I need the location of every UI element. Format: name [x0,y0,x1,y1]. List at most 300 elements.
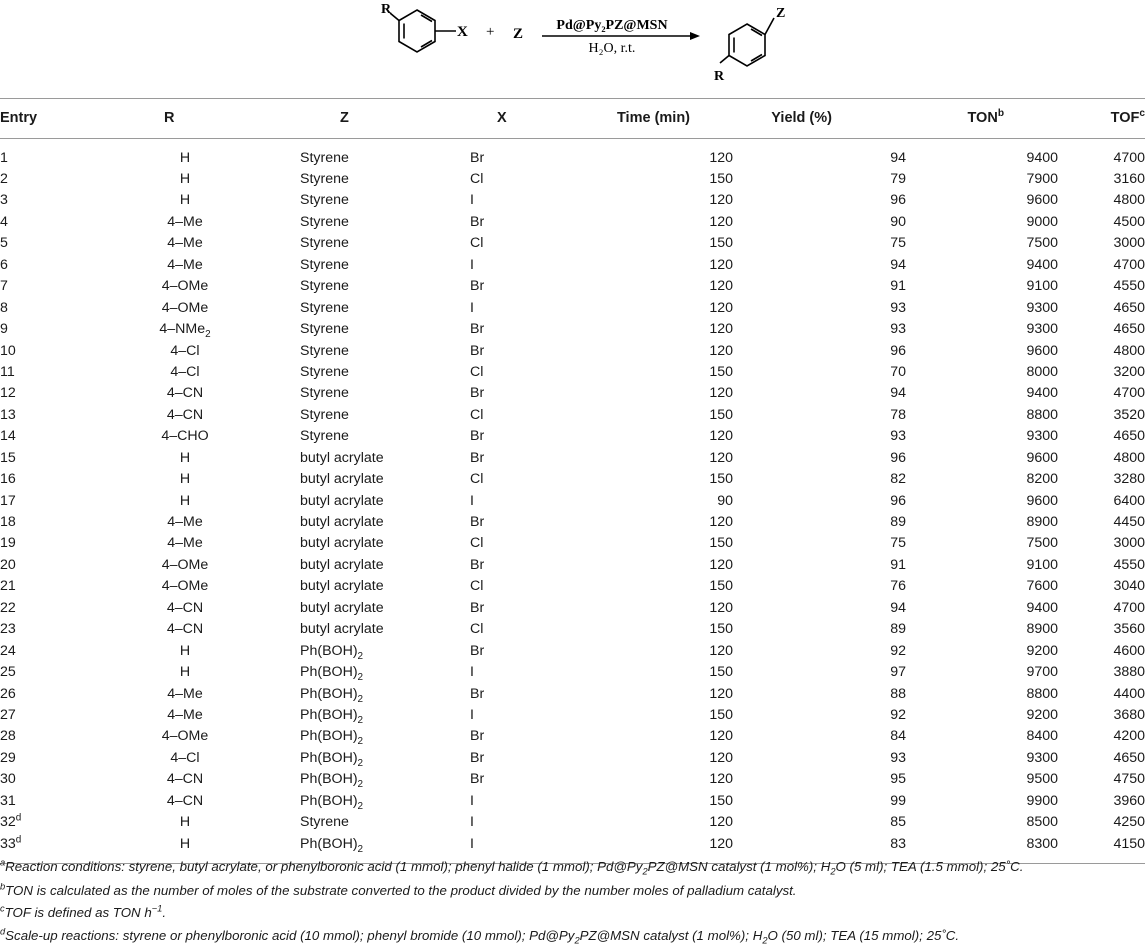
cell-r: H [179,449,191,466]
cell-time: 120 [709,342,733,359]
cell-entry: 28 [0,728,16,745]
cell-z: Styrene [300,363,349,380]
cell-ton: 9900 [1026,792,1058,809]
cell-yield: 85 [890,814,906,831]
cell-r: 4–CN [166,385,204,402]
cell-tof: 4700 [1113,149,1145,166]
reaction-scheme [0,0,1145,98]
cell-z: butyl acrylate [300,471,384,488]
cell-yield: 83 [890,835,906,852]
cell-entry: 6 [0,256,8,273]
cell-yield: 93 [890,321,906,338]
cell-tof: 4650 [1113,321,1145,338]
cell-time: 150 [709,706,733,723]
cell-tof: 4800 [1113,342,1145,359]
cell-entry: 16 [0,471,16,488]
cell-ton: 9400 [1026,385,1058,402]
cell-spacer [270,683,300,704]
cell-spacer [270,554,300,575]
cell-x: I [470,706,474,723]
cell-tof: 3040 [1113,578,1145,595]
cell-spacer [270,533,300,554]
cell-entry: 30 [0,771,16,788]
cell-spacer [270,640,300,661]
table-row [0,340,1145,361]
cell-yield: 94 [890,149,906,166]
cell-z: $Ph(BOH)_2$ [300,728,364,748]
table-row [0,469,1145,490]
cell-ton: 8000 [1026,363,1058,380]
cell-entry: 23 [0,621,16,638]
cell-time: 120 [709,278,733,295]
table-row [0,812,1145,833]
cell-r: H [179,642,191,659]
cell-ton: 9200 [1026,642,1058,659]
table-row [0,490,1145,511]
table-row [0,597,1145,618]
table-row [0,511,1145,532]
cell-time: 150 [709,621,733,638]
cell-time: 120 [709,514,733,531]
cell-ton: 8200 [1026,471,1058,488]
cell-spacer [270,511,300,532]
cell-time: 120 [709,256,733,273]
cell-tof: 6400 [1113,492,1145,509]
cell-z: butyl acrylate [300,492,384,509]
cell-tof: 4650 [1113,749,1145,766]
cell-tof: 4250 [1113,814,1145,831]
header-time: Time (min) [616,110,690,126]
table-row [0,662,1145,683]
table-row [0,190,1145,211]
table-row [0,297,1145,318]
cell-z: $Ph(BOH)_2$ [300,664,364,683]
cell-ton: 9600 [1026,449,1058,466]
cell-yield: 76 [890,578,906,595]
cell-ton: 8800 [1026,685,1058,702]
cell-tof: 3000 [1113,535,1145,552]
cell-time: 150 [709,171,733,188]
cell-tof: 3880 [1113,664,1145,681]
cell-spacer [270,190,300,211]
cell-r: H [179,814,191,831]
footnote-c: $^c$TOF is defined as TON $h^{-1}$. [0,903,167,920]
cell-yield: 78 [890,406,906,423]
cell-yield: 75 [890,535,906,552]
cell-entry: 24 [0,642,16,659]
cell-time: 120 [709,149,733,166]
cell-tof: 4800 [1113,192,1145,209]
cell-yield: 91 [890,556,906,573]
cell-time: 150 [709,578,733,595]
cell-time: 120 [709,428,733,445]
cell-entry: 26 [0,685,16,702]
cell-z: butyl acrylate [300,556,384,573]
cell-ton: 9100 [1026,556,1058,573]
cell-x: I [470,835,474,852]
conditions-label: H₂O, r.t. [588,41,636,56]
cell-entry: 27 [0,706,16,723]
cell-ton: 8300 [1026,835,1058,852]
cell-yield: 97 [890,664,906,681]
cell-ton: 7500 [1026,235,1058,252]
cell-ton: 9700 [1026,664,1058,681]
cell-spacer [270,662,300,683]
cell-z: $Ph(BOH)_2$ [300,771,364,791]
cell-x: I [470,256,474,273]
cell-time: 120 [709,771,733,788]
table-row [0,211,1145,232]
cell-ton: 8500 [1026,814,1058,831]
table-row [0,704,1145,725]
cell-r: 4–OMe [161,578,209,595]
cell-time: 120 [709,556,733,573]
cell-z: $Ph(BOH)_2$ [300,706,364,726]
cell-x: Br [470,449,485,466]
header-ton: TON$^b$ [967,108,1004,126]
cell-yield: 93 [890,299,906,316]
cell-ton: 9600 [1026,192,1058,209]
cell-time: 120 [709,599,733,616]
cell-time: 120 [709,835,733,852]
cell-x: Br [470,428,485,445]
cell-ton: 9200 [1026,706,1058,723]
cell-yield: 90 [890,213,906,230]
table-row [0,790,1145,811]
cell-time: 120 [709,299,733,316]
cell-r: 4–Me [167,213,203,230]
table-row [0,640,1145,661]
cell-r: H [179,149,191,166]
footnote-a: $^a$Reaction conditions: styrene, butyl acrylate, or phenylboronic acid (1 mmol); phenyl halide (1 mmol); $Pd@Py_2PZ@MSN$ catalyst (1 mol%); $H_2O$ (5 ml); TEA (1.5 mmol); 25˚C. [0,857,1024,877]
table-row [0,426,1145,447]
cell-entry: 9 [0,321,8,338]
cell-z: Styrene [300,406,349,423]
cell-z: butyl acrylate [300,621,384,638]
cell-time: 90 [717,492,733,509]
cell-x: Cl [470,171,484,188]
cell-r: 4–Cl [170,749,200,766]
cell-x: Br [470,642,485,659]
cell-yield: 96 [890,449,906,466]
cell-r: H [179,492,191,509]
cell-yield: 89 [890,514,906,531]
cell-yield: 99 [890,792,906,809]
cell-x: Br [470,278,485,295]
cell-z: $Ph(BOH)_2$ [300,835,364,855]
cell-spacer [270,211,300,232]
table-row [0,833,1145,854]
cell-z: butyl acrylate [300,599,384,616]
cell-spacer [270,254,300,275]
cell-yield: 94 [890,256,906,273]
cell-r: 4–OMe [161,278,209,295]
cell-yield: 93 [890,749,906,766]
results-table [0,147,1145,854]
cell-spacer [270,833,300,854]
cell-x: Br [470,749,485,766]
cell-yield: 95 [890,771,906,788]
cell-entry: 20 [0,556,16,573]
cell-tof: 3680 [1113,706,1145,723]
cell-r: 4–OMe [161,299,209,316]
cell-entry: 8 [0,299,8,316]
cell-z: $Ph(BOH)_2$ [300,685,364,705]
table-row [0,533,1145,554]
cell-r: 4–OMe [161,728,209,745]
header-yield: Yield (%) [771,110,832,126]
cell-r: H [179,192,191,209]
reactant-x-label: X [457,24,468,40]
cell-ton: 9300 [1026,428,1058,445]
table-body [0,147,1145,854]
cell-spacer [270,704,300,725]
cell-time: 120 [709,814,733,831]
cell-tof: 4150 [1113,835,1145,852]
cell-time: 120 [709,749,733,766]
product-ring [720,18,774,66]
cell-entry: 4 [0,213,8,230]
cell-yield: 96 [890,192,906,209]
header-entry: Entry [0,110,38,126]
table-row [0,147,1145,168]
cell-x: I [470,192,474,209]
table-row [0,254,1145,275]
cell-entry: 11 [0,363,15,380]
reactant-ring [390,10,456,52]
cell-ton: 9400 [1026,599,1058,616]
cell-time: 150 [709,792,733,809]
cell-spacer [270,812,300,833]
cell-ton: 9400 [1026,149,1058,166]
table-row [0,447,1145,468]
cell-tof: 4650 [1113,299,1145,316]
cell-z: Styrene [300,428,349,445]
cell-tof: 4500 [1113,213,1145,230]
cell-x: I [470,792,474,809]
cell-ton: 9000 [1026,213,1058,230]
cell-z: Styrene [300,814,349,831]
product-z-label: Z [776,6,786,21]
cell-tof: 4600 [1113,642,1145,659]
cell-time: 120 [709,192,733,209]
reactant-r-label: R [381,2,392,17]
cell-time: 120 [709,213,733,230]
cell-yield: 91 [890,278,906,295]
cell-x: Br [470,685,485,702]
cell-r: 4–Me [167,514,203,531]
cell-time: 120 [709,728,733,745]
cell-time: 120 [709,321,733,338]
cell-ton: 9300 [1026,749,1058,766]
cell-yield: 94 [890,599,906,616]
cell-entry: 13 [0,406,16,423]
cell-r: 4–Me [167,685,203,702]
cell-entry: 18 [0,514,16,531]
cell-tof: 3280 [1113,471,1145,488]
cell-ton: 9400 [1026,256,1058,273]
cell-ton: 7900 [1026,171,1058,188]
cell-z: Styrene [300,321,349,338]
cell-yield: 70 [890,363,906,380]
cell-entry: 17 [0,492,16,509]
cell-x: Cl [470,578,484,595]
cell-entry: 19 [0,535,16,552]
cell-r: 4–Me [167,535,203,552]
cell-tof: 4650 [1113,428,1145,445]
cell-yield: 79 [890,171,906,188]
cell-yield: 94 [890,385,906,402]
cell-spacer [270,447,300,468]
cell-ton: 9500 [1026,771,1058,788]
cell-ton: 8800 [1026,406,1058,423]
cell-time: 150 [709,235,733,252]
cell-spacer [270,297,300,318]
table-row [0,769,1145,790]
cell-spacer [270,769,300,790]
cell-tof: 4700 [1113,599,1145,616]
cell-ton: 9100 [1026,278,1058,295]
cell-time: 150 [709,363,733,380]
table-row [0,276,1145,297]
cell-entry: 1 [0,149,8,166]
table-row [0,233,1145,254]
cell-spacer [270,619,300,640]
cell-tof: 4700 [1113,385,1145,402]
cell-x: I [470,299,474,316]
cell-time: 120 [709,685,733,702]
cell-ton: 7600 [1026,578,1058,595]
cell-x: Br [470,342,485,359]
arrow-head [690,32,700,40]
cell-x: Cl [470,235,484,252]
cell-r: 4–CN [166,406,204,423]
cell-entry: 15 [0,449,16,466]
cell-x: Br [470,514,485,531]
cell-spacer [270,383,300,404]
cell-time: 150 [709,535,733,552]
cell-entry: 2 [0,171,8,188]
cell-ton: 9600 [1026,342,1058,359]
cell-r: 4–CN [166,792,204,809]
cell-spacer [270,790,300,811]
cell-entry: 10 [0,342,16,359]
footnote-b: $^b$TON is calculated as the number of moles of the substrate converted to the product divided by the number moles of palladium catalyst. [0,881,797,898]
cell-tof: 4200 [1113,728,1145,745]
cell-z: butyl acrylate [300,578,384,595]
cell-spacer [270,147,300,168]
cell-r: 4–CHO [161,428,209,445]
cell-z: Styrene [300,342,349,359]
cell-time: 150 [709,664,733,681]
product-r-label: R [714,69,725,84]
table-row [0,383,1145,404]
cell-x: Br [470,728,485,745]
cell-tof: 4750 [1113,771,1145,788]
table-header [0,110,1145,130]
cell-r: 4–CN [166,599,204,616]
table-row [0,619,1145,640]
cell-entry: 3 [0,192,8,209]
cell-tof: 3160 [1113,171,1145,188]
cell-x: Br [470,213,485,230]
cell-entry: 31 [0,792,16,809]
cell-x: Br [470,321,485,338]
cell-spacer [270,747,300,768]
table-row [0,319,1145,340]
cell-x: Br [470,149,485,166]
cell-time: 150 [709,471,733,488]
cell-yield: 93 [890,428,906,445]
cell-x: Br [470,771,485,788]
cell-spacer [270,726,300,747]
cell-x: Br [470,599,485,616]
catalyst-label: Pd@Py₂PZ@MSN [556,18,668,33]
cell-entry: 12 [0,385,16,402]
cell-z: butyl acrylate [300,514,384,531]
cell-spacer [270,490,300,511]
cell-yield: 75 [890,235,906,252]
cell-yield: 96 [890,492,906,509]
cell-tof: 3560 [1113,621,1145,638]
cell-z: butyl acrylate [300,449,384,466]
cell-r: H [179,171,191,188]
cell-entry: 22 [0,599,16,616]
cell-spacer [270,361,300,382]
cell-time: 120 [709,385,733,402]
cell-z: Styrene [300,171,349,188]
cell-z: $Ph(BOH)_2$ [300,642,364,662]
cell-z: Styrene [300,299,349,316]
cell-yield: 84 [890,728,906,745]
reagent-z-label: Z [513,26,524,42]
cell-x: I [470,814,474,831]
cell-tof: 3200 [1113,363,1145,380]
cell-x: I [470,492,474,509]
cell-tof: 4450 [1113,514,1145,531]
table-row [0,683,1145,704]
cell-yield: 92 [890,706,906,723]
cell-spacer [270,426,300,447]
cell-tof: 4700 [1113,256,1145,273]
cell-yield: 88 [890,685,906,702]
cell-tof: 4550 [1113,278,1145,295]
cell-x: Cl [470,406,484,423]
cell-z: Styrene [300,385,349,402]
cell-yield: 89 [890,621,906,638]
cell-tof: 3960 [1113,792,1145,809]
cell-x: Cl [470,471,484,488]
cell-entry: 21 [0,578,16,595]
header-tof: TOF$^c$ [1110,108,1145,126]
cell-entry: 33$^d$ [0,833,22,852]
cell-x: I [470,664,474,681]
cell-r: 4–NMe$_2$ [159,321,211,340]
cell-x: Br [470,556,485,573]
cell-z: $Ph(BOH)_2$ [300,749,364,769]
cell-spacer [270,233,300,254]
plus-sign: + [486,24,495,40]
cell-z: butyl acrylate [300,535,384,552]
cell-entry: 7 [0,278,8,295]
cell-spacer [270,404,300,425]
cell-r: H [179,471,191,488]
table-row [0,576,1145,597]
cell-z: Styrene [300,278,349,295]
cell-r: 4–CN [166,621,204,638]
cell-ton: 8400 [1026,728,1058,745]
cell-spacer [270,340,300,361]
